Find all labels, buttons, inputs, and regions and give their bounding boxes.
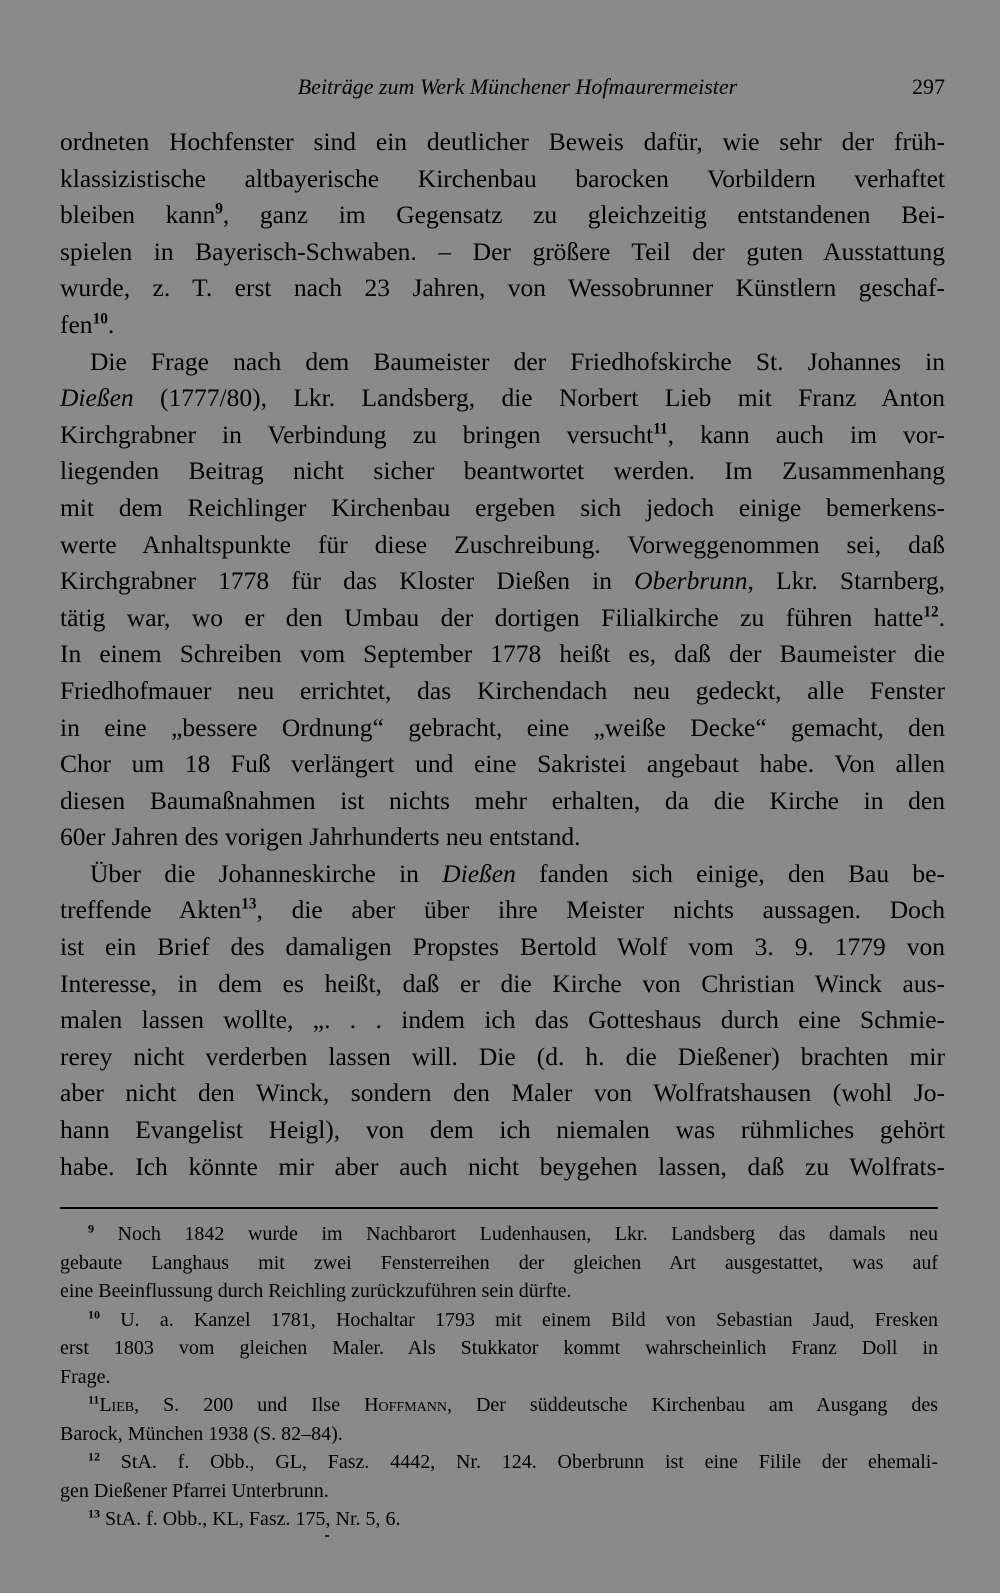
body-line xyxy=(60,1112,945,1149)
text-run: Kirchgrabner 1778 für das Kloster Dießen in xyxy=(60,566,635,596)
text-run: , ganz im Gegensatz zu gleichzeitig entstandenen Bei- xyxy=(222,200,945,230)
body-line xyxy=(60,1149,945,1186)
text-run: malen lassen wollte, „. . . indem ich das Gotteshaus durch eine Schmie- xyxy=(60,1005,945,1035)
text-run: . xyxy=(938,602,945,632)
footnotes xyxy=(60,1220,938,1534)
body-line xyxy=(60,380,945,417)
text-run: wurde, z. T. erst nach 23 Jahren, von Wessobrunner Künstlern geschaf- xyxy=(60,273,945,303)
text-run: Chor um 18 Fuß verlängert und eine Sakristei angebaut habe. Von allen xyxy=(60,749,945,779)
body-line xyxy=(60,197,945,234)
footnote-marker: 10 xyxy=(88,1306,100,1321)
footnotes-line xyxy=(60,1505,938,1534)
body-line xyxy=(60,490,945,527)
text-run: habe. Ich könnte mir aber auch nicht beygehen lassen, daß zu Wolfrats- xyxy=(60,1151,945,1181)
body-line xyxy=(60,234,945,271)
text-run: liegenden Beitrag nicht sicher beantwortet werden. Im Zusammenhang xyxy=(60,456,945,486)
text-run: hann Evangelist Heigl), von dem ich niemalen was rühmliches gehört xyxy=(60,1115,945,1145)
text-run: Kirchgrabner in Verbindung zu bringen versucht xyxy=(60,419,654,449)
text-run: Barock, München 1938 (S. 82–84). xyxy=(60,1422,343,1445)
body-line xyxy=(60,600,945,637)
footnote-marker: 9 xyxy=(88,1221,94,1236)
body-text xyxy=(60,124,945,1185)
text-run: Die Frage nach dem Baumeister der Friedhofskirche St. Johannes in xyxy=(90,346,945,376)
footnotes-line xyxy=(60,1420,938,1449)
footnotes-line xyxy=(60,1277,938,1306)
body-line xyxy=(60,710,945,747)
text-run: StA. f. Obb., GL, Fasz. 4442, Nr. 124. Oberbrunn ist eine Filile der ehemali- xyxy=(100,1451,938,1473)
text-run: , Der süddeutsche Kirchenbau am Ausgang des xyxy=(446,1394,939,1416)
footnote-rule xyxy=(60,1207,938,1209)
text-run: mit dem Reichlinger Kirchenbau ergeben sich jedoch einige bemerkens- xyxy=(60,492,945,522)
author-name: Hoffmann xyxy=(364,1394,447,1416)
text-run: Friedhofmauer neu errichtet, das Kirchendach neu gedeckt, alle Fenster xyxy=(60,675,945,705)
footnotes-line xyxy=(60,1306,938,1335)
footnote-marker: 12 xyxy=(88,1449,100,1464)
text-run: diesen Baumaßnahmen ist nichts mehr erhalten, da die Kirche in den xyxy=(60,785,945,815)
running-head xyxy=(60,74,945,104)
footnote-reference: 11 xyxy=(653,420,668,438)
body-line xyxy=(60,636,945,673)
footnotes-line xyxy=(60,1448,938,1477)
text-run: ist ein Brief des damaligen Propstes Bertold Wolf vom 3. 9. 1779 von xyxy=(60,932,945,962)
body-line xyxy=(60,819,945,856)
text-run: 60er Jahren des vorigen Jahrhunderts neu entstand. xyxy=(60,822,581,852)
place-name: Dießen xyxy=(60,383,134,413)
body-line xyxy=(60,270,945,307)
body-line xyxy=(60,1002,945,1039)
text-run: aber nicht den Winck, sondern den Maler von Wolfratshausen (wohl Jo- xyxy=(60,1078,945,1108)
text-run: in eine „bessere Ordnung“ gebracht, eine „weiße Decke“ gemacht, den xyxy=(60,712,945,742)
stray-mark xyxy=(325,1535,329,1537)
author-name: Lieb xyxy=(99,1394,135,1416)
text-run: gen Dießener Pfarrei Unterbrunn. xyxy=(60,1479,329,1502)
text-run: In einem Schreiben vom September 1778 heißt es, daß der Baumeister die xyxy=(60,639,945,669)
body-line xyxy=(60,746,945,783)
body-line xyxy=(60,344,945,381)
text-run: Interesse, in dem es heißt, daß er die Kirche von Christian Winck aus- xyxy=(60,968,945,998)
footnotes-line xyxy=(60,1220,938,1249)
text-run: bleiben kann xyxy=(60,200,216,230)
text-run: (1777/80), Lkr. Landsberg, die Norbert Lieb mit Franz Anton xyxy=(133,383,945,413)
body-line xyxy=(60,783,945,820)
footnotes-line xyxy=(60,1477,938,1506)
footnotes-line xyxy=(60,1249,938,1278)
text-run: Frage. xyxy=(60,1365,111,1388)
page-number: 297 xyxy=(912,74,945,99)
footnote-marker: 11 xyxy=(88,1392,100,1407)
body-line xyxy=(60,929,945,966)
text-run: eine Beeinflussung durch Reichling zurückzuführen sein dürfte. xyxy=(60,1280,572,1302)
text-run: Noch 1842 wurde im Nachbarort Ludenhausen, Lkr. Landsberg das damals neu xyxy=(94,1223,938,1245)
text-run: U. a. Kanzel 1781, Hochaltar 1793 mit einem Bild von Sebastian Jaud, Fresken xyxy=(100,1308,938,1331)
footnote-reference: 9 xyxy=(215,200,223,218)
body-line xyxy=(60,856,945,893)
body-line xyxy=(60,417,945,454)
footnotes-line xyxy=(60,1363,938,1392)
text-run: fen xyxy=(60,309,93,339)
text-run: erst 1803 vom gleichen Maler. Als Stukkator kommt wahrscheinlich Franz Doll in xyxy=(60,1337,938,1359)
footnote-reference: 13 xyxy=(241,895,257,913)
footnotes-line xyxy=(60,1334,938,1363)
text-run: , kann auch im vor- xyxy=(667,419,945,449)
text-run: . xyxy=(107,309,115,339)
body-line xyxy=(60,563,945,600)
text-run: fanden sich einige, den Bau be- xyxy=(515,858,945,888)
text-run: spielen in Bayerisch-Schwaben. – Der größere Teil der guten Ausstattung xyxy=(60,236,945,266)
footnote-reference: 10 xyxy=(92,310,108,328)
text-run: Über die Johanneskirche in xyxy=(90,858,443,888)
footnote-reference: 12 xyxy=(923,603,939,621)
body-line xyxy=(60,1075,945,1112)
body-line xyxy=(60,453,945,490)
text-run: ordneten Hochfenster sind ein deutlicher Beweis dafür, wie sehr der früh- xyxy=(60,127,945,156)
footnotes-line xyxy=(60,1391,938,1420)
text-run: treffende Akten xyxy=(60,895,242,925)
text-run: werte Anhaltspunkte für diese Zuschreibung. Vorweggenommen sei, daß xyxy=(60,529,945,559)
body-line xyxy=(60,124,945,161)
text-run: StA. f. Obb., KL, Fasz. 175, Nr. 5, 6. xyxy=(100,1508,401,1530)
body-line xyxy=(60,161,945,198)
body-line xyxy=(60,892,945,929)
text-run: , Lkr. Starnberg, xyxy=(747,566,945,596)
body-line xyxy=(60,1039,945,1076)
body-line xyxy=(60,307,945,344)
body-line xyxy=(60,966,945,1003)
place-name: Oberbrunn xyxy=(634,566,748,596)
text-run: klassizistische altbayerische Kirchenbau barocken Vorbildern verhaftet xyxy=(60,163,945,193)
text-run: , S. 200 und Ilse xyxy=(134,1394,365,1416)
text-run: rerey nicht verderben lassen will. Die (d. h. die Dießener) brachten mir xyxy=(60,1041,945,1071)
body-line xyxy=(60,673,945,710)
body-line xyxy=(60,527,945,564)
running-title: Beiträge zum Werk Münchener Hofmaurermeister xyxy=(297,74,738,99)
text-run: gebaute Langhaus mit zwei Fensterreihen der gleichen Art ausgestattet, was auf xyxy=(60,1251,938,1274)
text-run: , die aber über ihre Meister nichts aussagen. Doch xyxy=(256,895,946,925)
place-name: Dießen xyxy=(442,858,516,888)
footnote-marker: 13 xyxy=(88,1506,100,1521)
text-run: tätig war, wo er den Umbau der dortigen Filialkirche zu führen hatte xyxy=(60,602,924,632)
